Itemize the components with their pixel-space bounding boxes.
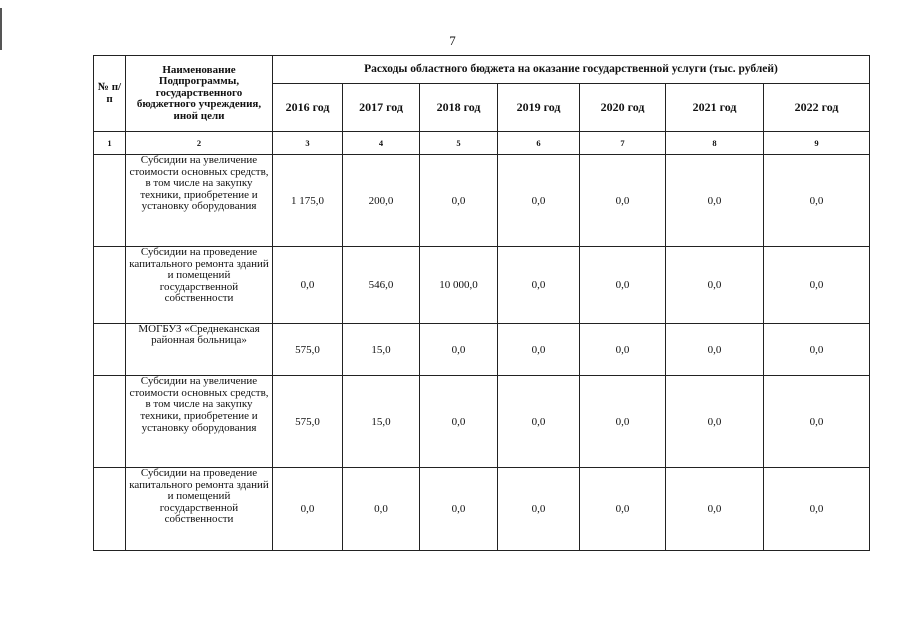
column-number: 7 — [580, 132, 666, 155]
value-cell: 546,0 — [343, 247, 420, 324]
header-year: 2019 год — [498, 84, 580, 132]
budget-table — [93, 55, 870, 551]
row-number — [94, 323, 126, 376]
header-row-top — [94, 56, 870, 84]
value-cell: 0,0 — [764, 247, 870, 324]
table-row — [94, 155, 870, 247]
value-cell: 0,0 — [580, 468, 666, 551]
row-name: Субсидии на проведение капитального ремонта зданий и помещений государственной собственности — [126, 468, 273, 551]
header-year: 2018 год — [420, 84, 498, 132]
column-number: 9 — [764, 132, 870, 155]
value-cell: 0,0 — [666, 376, 764, 468]
row-number — [94, 376, 126, 468]
value-cell: 1 175,0 — [273, 155, 343, 247]
value-cell: 0,0 — [666, 468, 764, 551]
value-cell: 0,0 — [764, 323, 870, 376]
value-cell: 0,0 — [764, 155, 870, 247]
value-cell: 0,0 — [343, 468, 420, 551]
value-cell: 0,0 — [498, 376, 580, 468]
column-number: 2 — [126, 132, 273, 155]
row-number — [94, 247, 126, 324]
table-row — [94, 323, 870, 376]
value-cell: 15,0 — [343, 323, 420, 376]
value-cell: 0,0 — [420, 376, 498, 468]
value-cell: 0,0 — [420, 468, 498, 551]
page-number: 7 — [449, 33, 456, 48]
value-cell: 0,0 — [580, 323, 666, 376]
value-cell: 0,0 — [764, 468, 870, 551]
value-cell: 0,0 — [273, 247, 343, 324]
value-cell: 0,0 — [580, 376, 666, 468]
header-expenses-group: Расходы областного бюджета на оказание государственной услуги (тыс. рублей) — [273, 56, 870, 84]
value-cell: 0,0 — [580, 155, 666, 247]
column-number: 4 — [343, 132, 420, 155]
row-name: Субсидии на проведение капитального ремонта зданий и помещений государственной собственности — [126, 247, 273, 324]
header-year: 2022 год — [764, 84, 870, 132]
column-number: 1 — [94, 132, 126, 155]
column-number: 3 — [273, 132, 343, 155]
column-number: 5 — [420, 132, 498, 155]
value-cell: 575,0 — [273, 376, 343, 468]
value-cell: 15,0 — [343, 376, 420, 468]
row-name: МОГБУЗ «Среднеканская районная больница» — [126, 323, 273, 376]
column-number: 8 — [666, 132, 764, 155]
header-year: 2021 год — [666, 84, 764, 132]
value-cell: 575,0 — [273, 323, 343, 376]
value-cell: 0,0 — [580, 247, 666, 324]
value-cell: 0,0 — [498, 468, 580, 551]
value-cell: 0,0 — [498, 247, 580, 324]
value-cell: 0,0 — [273, 468, 343, 551]
value-cell: 0,0 — [666, 155, 764, 247]
column-number: 6 — [498, 132, 580, 155]
value-cell: 0,0 — [420, 155, 498, 247]
header-year: 2020 год — [580, 84, 666, 132]
row-name: Субсидии на увеличение стоимости основных средств, в том числе на закупку техники, приобретение и установку оборудования — [126, 155, 273, 247]
column-number-row — [94, 132, 870, 155]
value-cell: 0,0 — [498, 323, 580, 376]
table-row — [94, 247, 870, 324]
value-cell: 0,0 — [666, 247, 764, 324]
value-cell: 0,0 — [420, 323, 498, 376]
value-cell: 0,0 — [666, 323, 764, 376]
value-cell: 0,0 — [764, 376, 870, 468]
value-cell: 200,0 — [343, 155, 420, 247]
value-cell: 10 000,0 — [420, 247, 498, 324]
row-number — [94, 468, 126, 551]
header-num: № п/п — [94, 56, 126, 132]
header-name: Наименование Подпрограммы, государственного бюджетного учреждения, иной цели — [126, 56, 273, 132]
row-name: Субсидии на увеличение стоимости основных средств, в том числе на закупку техники, приобретение и установку оборудования — [126, 376, 273, 468]
value-cell: 0,0 — [498, 155, 580, 247]
row-number — [94, 155, 126, 247]
table-row — [94, 468, 870, 551]
header-year: 2017 год — [343, 84, 420, 132]
table-row — [94, 376, 870, 468]
header-year: 2016 год — [273, 84, 343, 132]
